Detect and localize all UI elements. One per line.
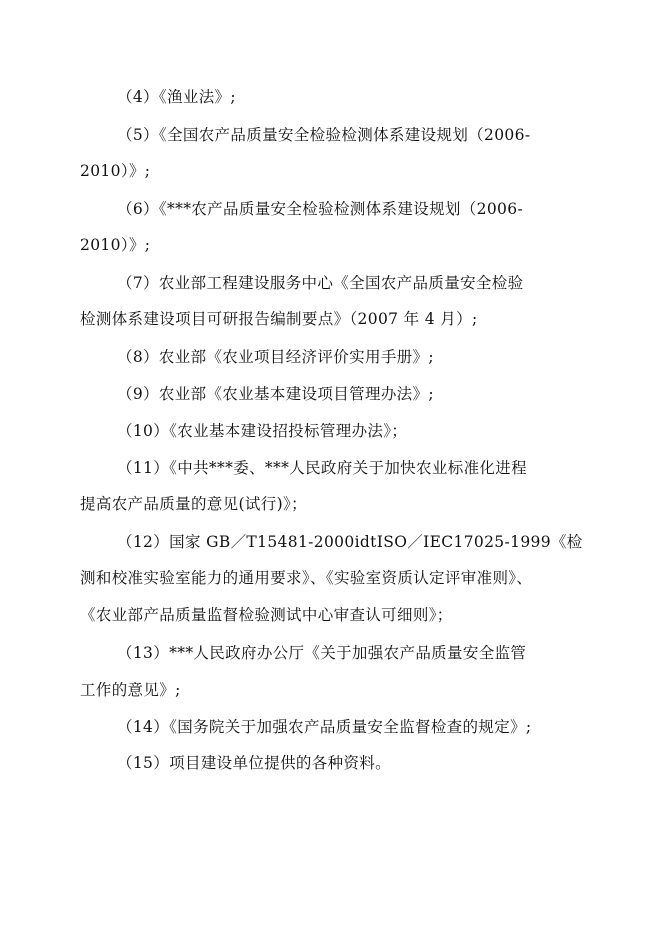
ref-12-line-2: 测和校准实验室能力的通用要求》、《实验室资质认定评审准则》、 [80,569,533,587]
ref-6-line-1: （6）《***农产品质量安全检验检测体系建设规划（2006- [117,200,524,218]
ref-13-line-1: （13）***人民政府办公厅《关于加强农产品质量安全监管 [117,644,527,662]
ref-11-line-2: 提高农产品质量的意见(试行)》； [80,495,307,513]
ref-5-line-1: （5）《全国农产品质量安全检验检测体系建设规划（2006- [117,126,531,144]
ref-7-line-1: （7）农业部工程建设服务中心《全国农产品质量安全检验 [117,274,524,292]
ref-12-line-3: 《农业部产品质量监督检验测试中心审查认可细则》； [80,606,453,624]
ref-13-line-2: 工作的意见》; [80,681,181,699]
ref-11-line-1: （11）《中共***委、***人民政府关于加快农业标准化进程 [117,459,527,477]
ref-15-line-1: （15）项目建设单位提供的各种资料。 [117,754,392,772]
ref-10-line-1: （10）《农业基本建设招投标管理办法》； [117,422,408,440]
ref-7-line-2: 检测体系建设项目可研报告编制要点》（2007 年 4 月）; [80,310,478,328]
ref-5-line-2: 2010）》; [80,162,151,180]
ref-4-line-1: （4）《渔业法》; [117,88,236,106]
ref-6-line-2: 2010）》; [80,236,151,254]
ref-9-line-1: （9）农业部《农业基本建设项目管理办法》; [117,385,434,403]
ref-14-line-1: （14）《国务院关于加强农产品质量安全监督检查的规定》; [117,718,532,736]
ref-8-line-1: （8）农业部《农业项目经济评价实用手册》; [117,348,434,366]
ref-12-line-1: （12）国家 GB／T15481-2000idtISO／IEC17025-1999《检 [117,533,583,551]
